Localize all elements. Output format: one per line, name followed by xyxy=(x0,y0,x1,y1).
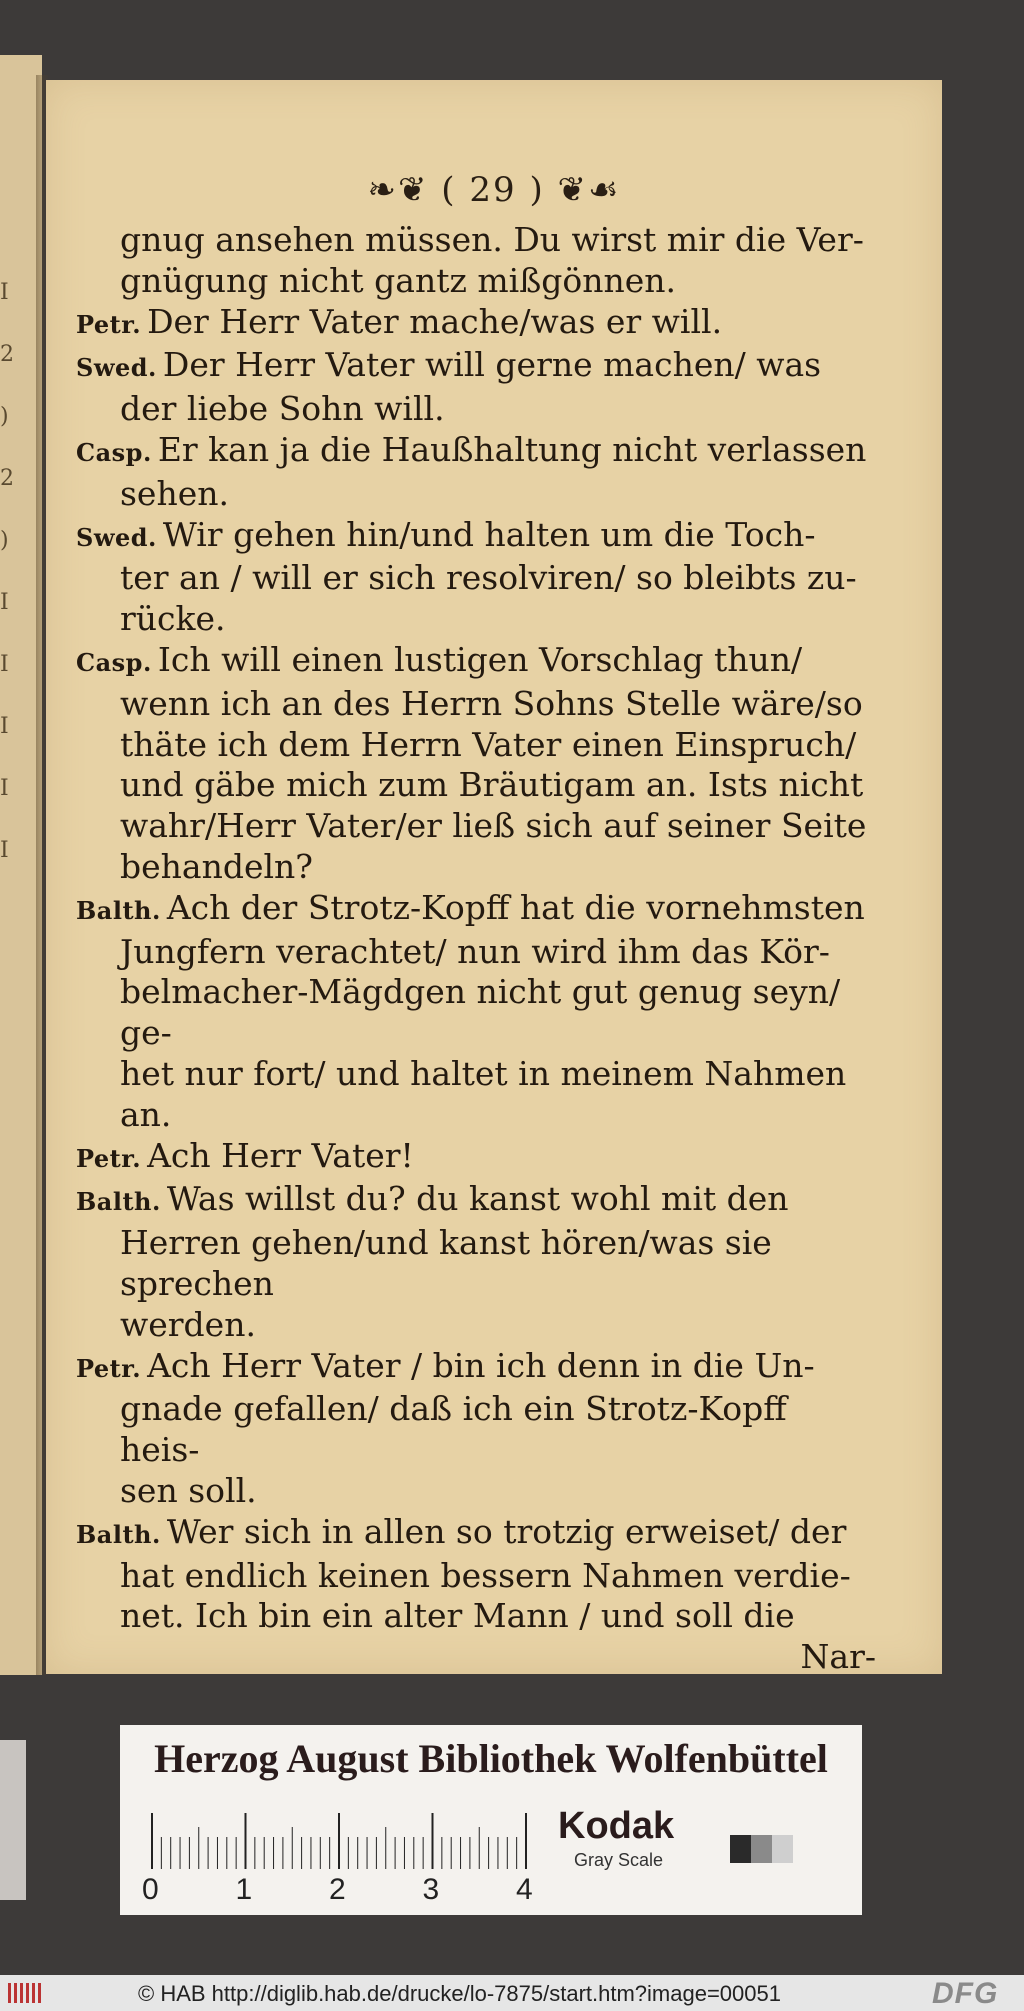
dialogue-continuation-line: het nur fort/ und haltet in meinem Nahmen xyxy=(120,1053,847,1093)
dialogue-first-line xyxy=(76,302,876,346)
margin-mark: 2 xyxy=(0,342,14,367)
ruler-number: 0 xyxy=(142,1873,159,1906)
gray-swatch xyxy=(730,1835,751,1863)
margin-mark: I xyxy=(0,714,9,739)
dialogue-first-line xyxy=(76,640,876,684)
gray-swatch xyxy=(793,1835,814,1863)
dialogue-continuation-line: gnügung nicht gantz mißgönnen. xyxy=(120,260,677,300)
dialogue-continuation-line: und gäbe mich zum Bräutigam an. Ists nicht xyxy=(120,765,864,805)
dialogue-entry xyxy=(76,430,876,515)
dialogue-continuation-line: Herren gehen/und kanst hören/was sie sprechen xyxy=(120,1223,772,1303)
speaker-name: Swed. xyxy=(76,522,157,552)
dialogue-text: Der Herr Vater will gerne machen/ was xyxy=(162,345,822,385)
margin-mark: 2 xyxy=(0,466,14,491)
margin-mark: I xyxy=(0,838,9,863)
dialogue-text: Ich will einen lustigen Vorschlag thun/ xyxy=(157,639,803,679)
dialogue-continuation-line: an. xyxy=(120,1094,172,1134)
dialogue-first-line xyxy=(76,430,876,474)
page-header xyxy=(46,170,942,210)
dialogue-continuation-line: ter an / will er sich resolviren/ so bleibts zu- xyxy=(120,558,857,598)
book-page xyxy=(46,80,942,1677)
dialogue-first-line xyxy=(76,345,876,389)
speaker-name: Balth. xyxy=(76,1519,161,1549)
adjacent-page-marks xyxy=(0,280,14,1480)
margin-mark: ) xyxy=(0,528,9,553)
dialogue-text: Ach der Strotz-Kopff hat die vornehmsten xyxy=(166,887,865,927)
ruler-number: 4 xyxy=(516,1873,533,1906)
dialogue-continuation-line: sehen. xyxy=(120,473,229,513)
speaker-name: Balth. xyxy=(76,895,161,925)
speaker-name: Casp. xyxy=(76,437,152,467)
speaker-name: Petr. xyxy=(76,1143,142,1173)
page-text xyxy=(76,220,876,1678)
gray-swatch xyxy=(772,1835,793,1863)
dialogue-entry xyxy=(76,1512,876,1637)
dialogue-first-line xyxy=(76,515,876,559)
dialogue-continuation-line: der liebe Sohn will. xyxy=(120,389,445,429)
dfg-logo: DFG xyxy=(932,1977,999,2010)
speaker-name: Balth. xyxy=(76,1187,161,1217)
dialogue-continuation-line: rücke. xyxy=(120,599,226,639)
dialogue-text: Ach Herr Vater / bin ich denn in die Un- xyxy=(147,1345,815,1385)
ruler-number: 3 xyxy=(422,1873,440,1906)
dialogue-text: Er kan ja die Haußhaltung nicht verlassen xyxy=(157,429,867,469)
speaker-name: Petr. xyxy=(76,309,142,339)
dialogue-continuation-line: net. Ich bin ein alter Mann / und soll die xyxy=(120,1596,795,1636)
dialogue-continuation-line: belmacher-Mägdgen nicht gut genug seyn/ ge- xyxy=(120,972,841,1053)
dialogue-entry xyxy=(76,640,876,888)
library-title: Herzog August Bibliothek Wolfenbüttel xyxy=(154,1736,828,1781)
dialogue-continuation-line: Jungfern verachtet/ nun wird ihm das Kör- xyxy=(120,931,830,971)
ruler-number: 2 xyxy=(329,1873,346,1906)
dialogue-entry xyxy=(76,515,876,640)
dialogue-entry xyxy=(76,1136,876,1180)
hab-logo-icon xyxy=(6,1979,46,2007)
dialogue-continuation-line: wahr/Herr Vater/er ließ sich auf seiner Seite xyxy=(120,806,867,846)
margin-mark: I xyxy=(0,652,9,677)
dialogue-continuation-line: werden. xyxy=(120,1304,256,1344)
dialogue-first-line xyxy=(76,1136,876,1180)
dialogue-entry xyxy=(76,345,876,430)
dialogue-first-line xyxy=(76,1512,876,1556)
dialogue-entry xyxy=(76,302,876,346)
page-number: ( 29 ) xyxy=(441,170,545,210)
catchword: Nar- xyxy=(800,1637,876,1677)
dialogue-first-line xyxy=(76,1179,876,1223)
dialogue-text: Was willst du? du kanst wohl mit den xyxy=(166,1179,789,1219)
dialogue-text: gnug ansehen müssen. Du wirst mir die Ver- xyxy=(120,220,864,259)
left-edge-card xyxy=(0,1740,26,1900)
dialogue-text: Wer sich in allen so trotzig erweiset/ der xyxy=(166,1511,847,1551)
dialogue-continuation-line: hat endlich keinen bessern Nahmen verdie- xyxy=(120,1555,851,1595)
dialogue-continuation-line: gnade gefallen/ daß ich ein Strotz-Kopff heis- xyxy=(120,1389,787,1470)
dialogue-text: Wir gehen hin/und halten um die Toch- xyxy=(162,514,816,554)
speaker-name: Casp. xyxy=(76,647,152,677)
gray-swatches xyxy=(730,1835,814,1863)
dialogue-entry xyxy=(76,1179,876,1345)
dialogue-text: Ach Herr Vater! xyxy=(147,1135,414,1175)
dialogue-entry xyxy=(76,888,876,1136)
margin-mark: I xyxy=(0,776,9,801)
dialogue-entry xyxy=(76,1346,876,1512)
footer-bar xyxy=(0,1975,1024,2011)
ruler-number: 1 xyxy=(235,1873,253,1906)
speaker-name: Petr. xyxy=(76,1353,142,1383)
dialogue-first-line xyxy=(76,220,876,261)
kodak-logo: Kodak xyxy=(558,1805,675,1847)
margin-mark: I xyxy=(0,590,9,615)
source-link[interactable]: © HAB http://diglib.hab.de/drucke/lo-7875/start.htm?image=00051 xyxy=(138,1981,781,2006)
ornament-left-icon: ❧❦ xyxy=(367,170,429,210)
gray-scale-label: Gray Scale xyxy=(574,1850,664,1870)
color-reference-card xyxy=(120,1725,862,1915)
ornament-right-icon: ❦☙ xyxy=(557,170,621,210)
gray-swatch xyxy=(751,1835,772,1863)
dialogue-text: Der Herr Vater mache/was er will. xyxy=(147,301,723,341)
dialogue-entry xyxy=(76,220,876,302)
dialogue-continuation-line: thäte ich dem Herrn Vater einen Einspruch/ xyxy=(120,724,857,764)
dialogue-first-line xyxy=(76,888,876,932)
dialogue-first-line xyxy=(76,1346,876,1390)
speaker-name: Swed. xyxy=(76,353,157,383)
dialogue-continuation-line: behandeln? xyxy=(120,846,313,886)
dialogue-continuation-line: sen soll. xyxy=(120,1470,257,1510)
margin-mark: ) xyxy=(0,404,9,429)
dialogue-continuation-line: wenn ich an des Herrn Sohns Stelle wäre/so xyxy=(120,683,863,723)
margin-mark: I xyxy=(0,280,9,305)
